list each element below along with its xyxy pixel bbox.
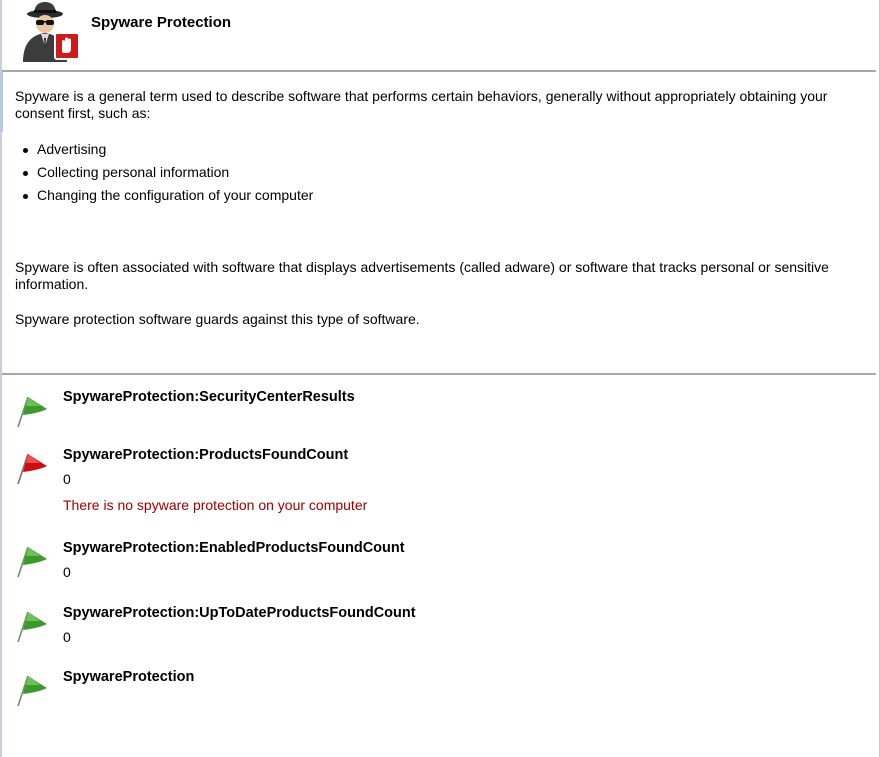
description-adware: Spyware is often associated with software that displays advertisements (called adware) or software that tracks personal or sensitive information. xyxy=(15,259,829,292)
description-protection: Spyware protection software guards against this type of software. xyxy=(15,311,420,327)
list-item: Changing the configuration of your computer xyxy=(37,187,865,204)
result-value: 0 xyxy=(63,471,71,487)
green-flag-icon xyxy=(15,543,59,579)
result-title: SpywareProtection:UpToDateProductsFoundCount xyxy=(63,605,416,621)
green-flag-icon xyxy=(15,672,59,708)
description-block xyxy=(15,88,865,328)
result-title: SpywareProtection:EnabledProductsFoundCount xyxy=(63,540,405,556)
list-item: Advertising xyxy=(37,141,865,158)
spy-agent-stop-icon xyxy=(17,0,81,62)
header-divider xyxy=(2,70,876,72)
behavior-list xyxy=(15,141,865,204)
list-item: Collecting personal information xyxy=(37,164,865,181)
green-flag-icon xyxy=(15,608,59,644)
result-title: SpywareProtection:ProductsFoundCount xyxy=(63,447,349,463)
result-title: SpywareProtection:SecurityCenterResults xyxy=(63,389,355,405)
section-header xyxy=(2,0,878,70)
result-value: 0 xyxy=(63,629,71,645)
result-value: 0 xyxy=(63,564,71,580)
result-warning-message: There is no spyware protection on your computer xyxy=(63,497,368,513)
red-flag-icon xyxy=(15,450,59,486)
result-title: SpywareProtection xyxy=(63,669,195,685)
results-divider xyxy=(2,373,876,375)
page-title: Spyware Protection xyxy=(91,14,232,31)
left-accent-bar xyxy=(0,72,3,132)
green-flag-icon xyxy=(15,393,59,429)
description-intro: Spyware is a general term used to describe software that performs certain behaviors, generally without appropriately obtaining your consent first, such as: xyxy=(15,88,828,121)
